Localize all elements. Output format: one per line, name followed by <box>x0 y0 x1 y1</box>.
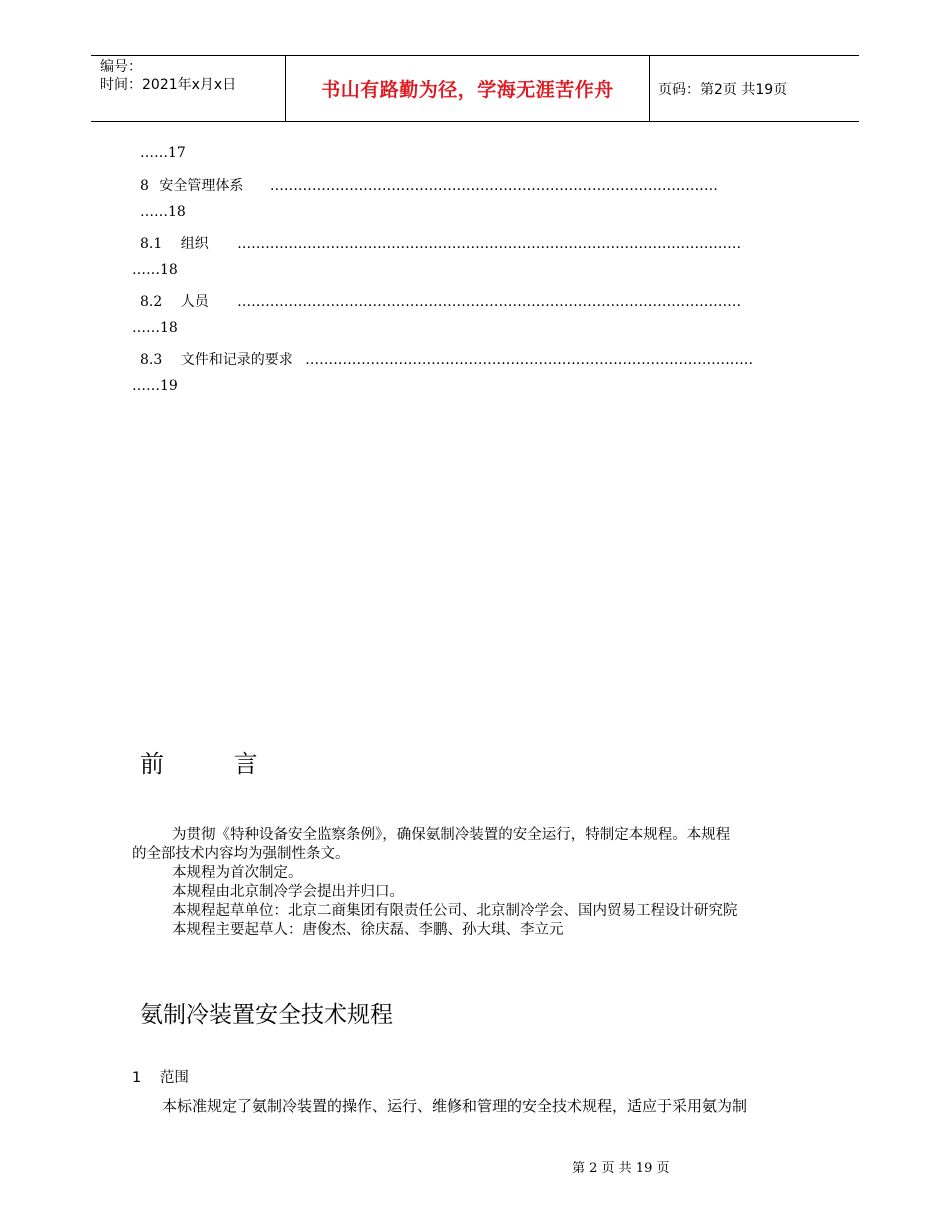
preface-line: 本规程为首次制定。 <box>172 865 303 881</box>
toc-entry-title: 组织 <box>180 236 209 252</box>
document-title: 氨制冷装置安全技术规程 <box>140 1002 393 1028</box>
header-page-cell <box>650 56 859 121</box>
header-meta-cell <box>91 56 286 121</box>
toc-entry-8-1[interactable] <box>140 233 741 253</box>
header-page-info: 页码：第2页 共19页 <box>658 81 788 98</box>
preface-line: 本规程由北京制冷学会提出并归口。 <box>172 884 404 900</box>
section-heading-1 <box>132 1066 189 1087</box>
toc-page-ref: ……18 <box>132 320 178 336</box>
preface-line: 本规程起草单位：北京二商集团有限责任公司、北京制冷学会、国内贸易工程设计研究院 <box>172 903 738 919</box>
toc-entry-number: 8 <box>140 178 149 194</box>
toc-entry-8[interactable] <box>140 175 718 195</box>
toc-entry-number: 8.1 <box>140 236 163 252</box>
toc-entry-number: 8.3 <box>140 352 163 368</box>
toc-entry-number: 8.2 <box>140 294 163 310</box>
toc-leader-dots: …………………………………………………………………………………… <box>305 352 754 368</box>
toc-entry-title: 安全管理体系 <box>159 178 244 194</box>
toc-continuation: ……17 <box>140 145 186 161</box>
preface-title <box>140 744 258 779</box>
section-title: 范围 <box>159 1070 189 1086</box>
preface-line: 的全部技术内容均为强制性条文。 <box>132 846 350 862</box>
toc-entry-8-2[interactable] <box>140 291 741 311</box>
toc-entry-title: 人员 <box>180 294 209 310</box>
page-header <box>91 55 859 122</box>
toc-page-ref: ……19 <box>132 378 178 394</box>
toc-page-ref: ……18 <box>140 204 186 220</box>
doc-date-label: 时间：2021年x月x日 <box>100 77 237 93</box>
motto-text: 书山有路勤为径，学海无涯苦作舟 <box>321 79 614 101</box>
page-footer: 第 2 页 共 19 页 <box>572 1161 670 1176</box>
toc-leader-dots: ……………………………………………………………………………………………… <box>237 294 742 310</box>
toc-leader-dots: …………………………………………………………………………………… <box>269 178 718 194</box>
section-body: 本标准规定了氨制冷装置的操作、运行、维修和管理的安全技术规程，适应于采用氨为制 <box>162 1097 748 1115</box>
section-number: 1 <box>132 1070 142 1086</box>
toc-entry-8-3[interactable] <box>140 349 753 369</box>
toc-page-ref: ……18 <box>132 262 178 278</box>
toc-entry-title: 文件和记录的要求 <box>180 352 293 368</box>
preface-line: 为贯彻《特种设备安全监察条例》，确保氨制冷装置的安全运行，特制定本规程。本规程 <box>172 827 731 843</box>
doc-number-label: 编号： <box>100 59 142 75</box>
preface-title-char: 言 <box>233 750 258 778</box>
preface-title-char: 前 <box>140 750 164 778</box>
toc-leader-dots: ……………………………………………………………………………………………… <box>237 236 742 252</box>
header-motto-cell <box>286 56 650 121</box>
preface-line: 本规程主要起草人：唐俊杰、徐庆磊、李鹏、孙大琪、李立元 <box>172 922 564 938</box>
